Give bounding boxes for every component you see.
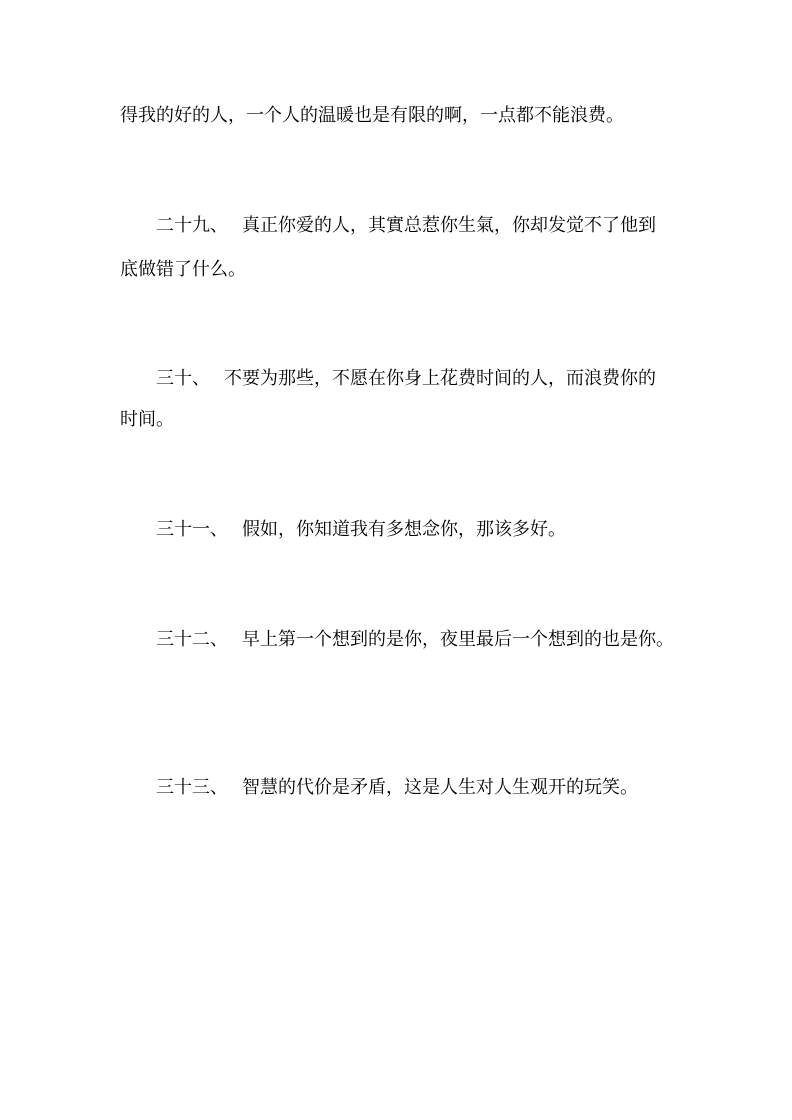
paragraph-text: 时间。 — [120, 409, 174, 430]
paragraph-text: 不要为那些，不愿在你身上花费时间的人，而浪费你的 — [224, 368, 656, 389]
item-number: 二十九、 — [156, 215, 228, 236]
paragraph-text: 底做错了什么。 — [120, 259, 246, 280]
item-number: 三十一、 — [156, 519, 228, 540]
paragraph-29-line2 — [120, 258, 680, 282]
paragraph-text: 得我的好的人，一个人的温暖也是有限的啊，一点都不能浪费。 — [120, 105, 624, 126]
paragraph-text: 真正你爱的人，其實总惹你生氣，你却发觉不了他到 — [242, 215, 656, 236]
paragraph-text: 早上第一个想到的是你，夜里最后一个想到的也是你。 — [242, 629, 674, 650]
paragraph-29-line1 — [156, 214, 716, 238]
paragraph-31 — [156, 518, 716, 542]
paragraph-continuation — [120, 104, 680, 128]
paragraph-33 — [156, 776, 716, 800]
paragraph-32 — [156, 628, 716, 652]
item-number: 三十三、 — [156, 777, 228, 798]
paragraph-30-line1 — [156, 367, 716, 391]
item-number: 三十、 — [156, 368, 210, 389]
paragraph-text: 智慧的代价是矛盾，这是人生对人生观开的玩笑。 — [242, 777, 638, 798]
paragraph-text: 假如，你知道我有多想念你，那该多好。 — [242, 519, 566, 540]
item-number: 三十二、 — [156, 629, 228, 650]
paragraph-30-line2 — [120, 408, 680, 432]
